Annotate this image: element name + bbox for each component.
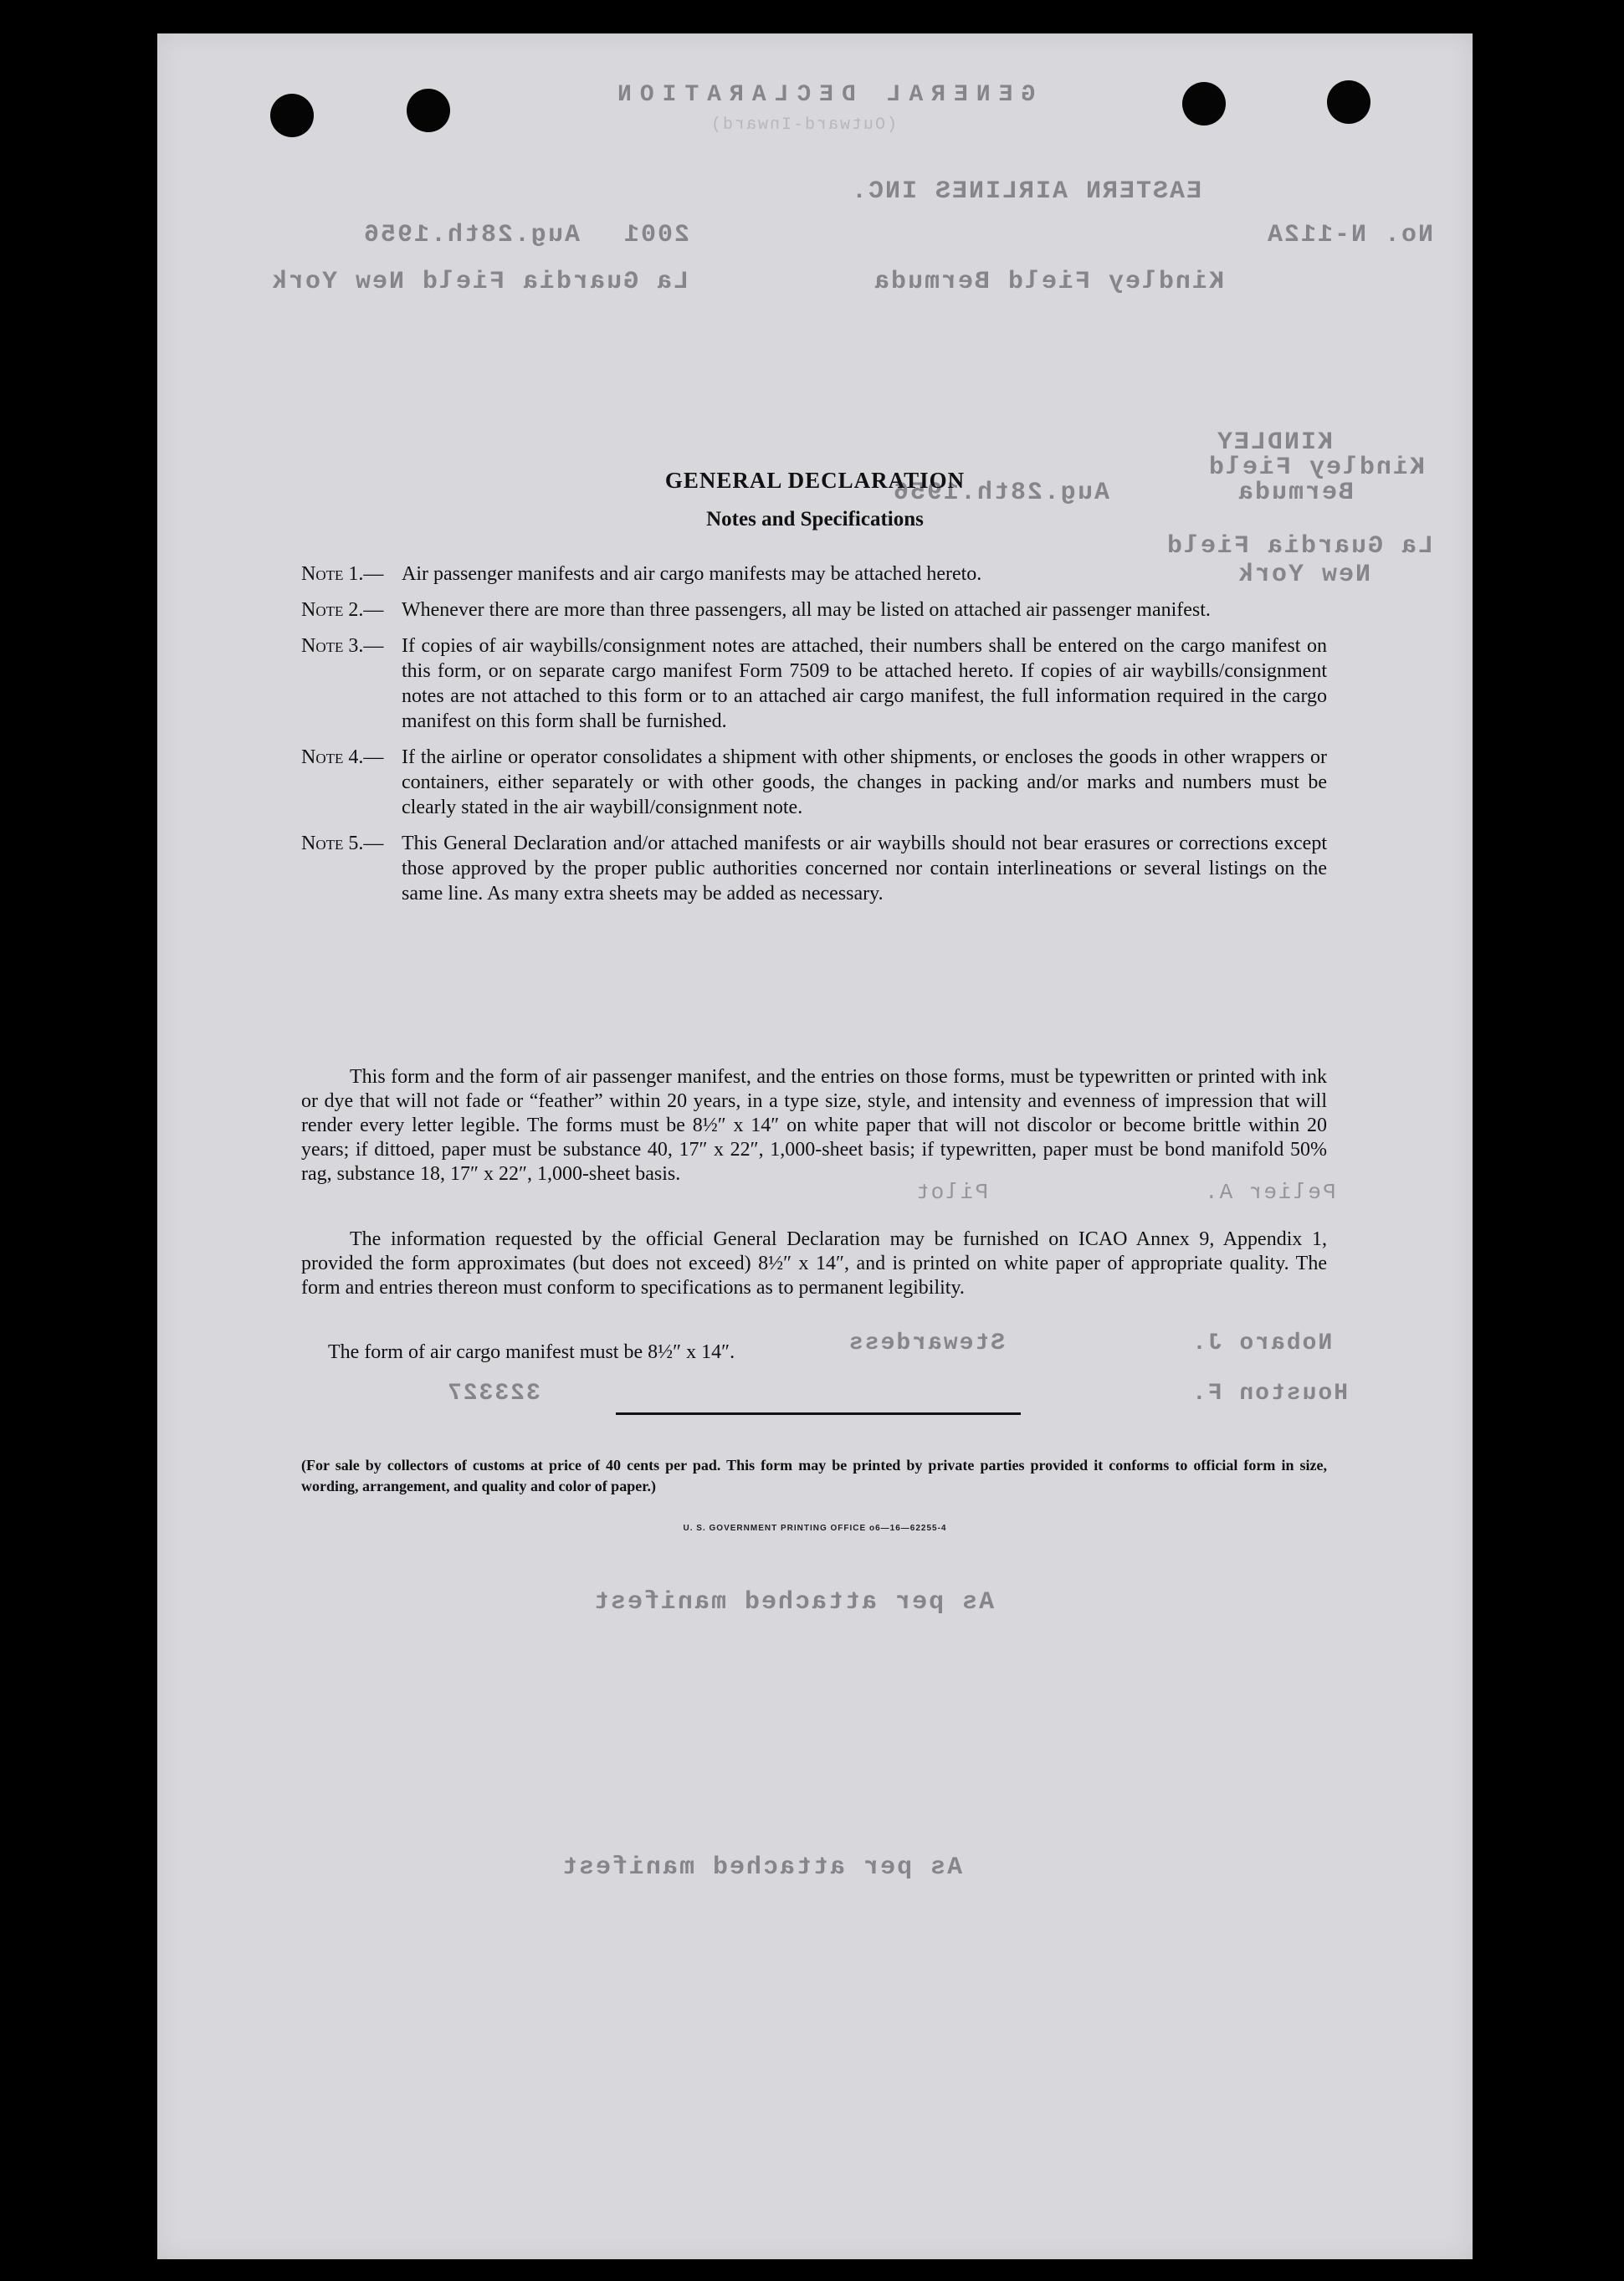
bleed-airline: EASTERN AIRLINES INC. (850, 177, 1202, 206)
note-text: If the airline or operator consolidates a shipment with other shipments, or encloses the goods in other wrappers or containers, either separately or with other goods, the changes in packing and/or marks and numbers must be clearly stated in the air waybill/consignment note. (402, 746, 1327, 818)
note-text: This General Declaration and/or attached manifests or air waybills should not bear erasures or corrections except those approved by the proper public authorities concerned nor contain interlineations or several listings on the same line. As many extra sheets may be added as necessary. (402, 833, 1327, 905)
bleed-header-sub: (Outward-Inward) (710, 115, 898, 135)
bleed-crew-1-role: Stewardess (848, 1330, 1006, 1356)
note-3 (301, 633, 1327, 734)
note-text: If copies of air waybills/consignment notes are attached, their numbers shall be entered on the cargo manifest on this form, or on separate cargo manifest Form 7509 to be attached hereto. If copies of air waybills/consignment notes are not attached to this form or to an attached air cargo manifest, the full information required in the cargo manifest on this form shall be furnished. (402, 635, 1327, 732)
note-label: Note 2.— (301, 599, 384, 621)
sale-notice: (For sale by collectors of customs at price of 40 cents per pad. This form may be printed by private parties provided it conforms to official form in size, wording, arrangement, and quality and color of paper.) (301, 1457, 1327, 1494)
bleed-manifest-2: As per attached manifest (561, 1853, 963, 1882)
punch-hole-4 (1327, 80, 1370, 124)
bleed-date-stamp: Aug.28th.1956 (892, 479, 1110, 507)
bleed-crew-3: Pelier A. (1203, 1180, 1336, 1205)
punch-hole-1 (270, 94, 314, 137)
notes-list (301, 561, 1327, 917)
bleed-flight-no: 2001 (622, 221, 690, 249)
note-text: Air passenger manifests and air cargo manifests may be attached hereto. (402, 563, 982, 585)
punch-hole-2 (407, 89, 450, 132)
bleed-place-5: New York (1237, 561, 1371, 589)
bleed-manifest-1: As per attached manifest (592, 1588, 995, 1617)
note-label: Note 5.— (301, 833, 384, 854)
note-label: Note 3.— (301, 635, 384, 657)
bleed-crew-1: Nobaro J. (1191, 1330, 1333, 1356)
divider-line (616, 1412, 1021, 1415)
note-4 (301, 745, 1327, 820)
bleed-crew-2-num: 323327 (446, 1381, 540, 1407)
note-text: Whenever there are more than three passengers, all may be listed on attached air passenger manifest. (402, 599, 1211, 621)
document-sheet (157, 33, 1473, 2259)
punch-hole-3 (1182, 82, 1226, 126)
note-label: Note 1.— (301, 563, 384, 585)
paragraph-icao: The information requested by the official General Declaration may be furnished on ICAO Annex 9, Appendix 1, provided the form approximates (but does not exceed) 8½″ x 14″, and is printed on white paper of appropriate quality. The form and entries thereon must conform to specifications as to permanent legibility. (301, 1228, 1327, 1299)
note-1 (301, 561, 1327, 587)
bleed-crew-2: Houston F. (1191, 1381, 1349, 1407)
document-title: GENERAL DECLARATION (664, 468, 966, 493)
bleed-header-heading: GENERAL DECLARATION (609, 82, 1036, 108)
paragraph-cargo-size: The form of air cargo manifest must be 8½″ x 14″. (328, 1341, 735, 1363)
bleed-route-to: La Guardia Field New York (270, 268, 689, 296)
bleed-place-4: La Guardia Field (1165, 532, 1434, 561)
bleed-place-1: KINDLEY (1216, 428, 1334, 457)
note-2 (301, 597, 1327, 623)
note-label: Note 4.— (301, 746, 384, 768)
bleed-crew-3-role: Pilot (914, 1180, 989, 1205)
paragraph-print-specs: This form and the form of air passenger manifest, and the entries on those forms, must be typewritten or printed with ink or dye that will not fade or “feather” within 20 years, in a type size, style, and intensity and evenness of impression that will render every letter legible. The forms must be 8½″ x 14″ on white paper that will not discolor or become brittle within 20 years; if dittoed, paper must be substance 40, 17″ x 22″, 1,000-sheet basis; if typewritten, paper must be bond manifold 50% rag, substance 18, 17″ x 22″, 1,000-sheet basis. (301, 1066, 1327, 1185)
document-subtitle: Notes and Specifications (706, 508, 924, 531)
bleed-flight-line-left: No. N-112A (1266, 221, 1434, 249)
bleed-place-2: Kindley Field (1207, 454, 1426, 482)
printer-line: U. S. GOVERNMENT PRINTING OFFICE o6—16—62255-4 (683, 1524, 947, 1533)
bleed-flight-date: Aug.28th.1956 (362, 221, 581, 249)
bleed-route-from: Kindley Field Bermuda (873, 268, 1225, 296)
note-5 (301, 831, 1327, 906)
bleed-place-3: Bermuda (1237, 479, 1355, 507)
